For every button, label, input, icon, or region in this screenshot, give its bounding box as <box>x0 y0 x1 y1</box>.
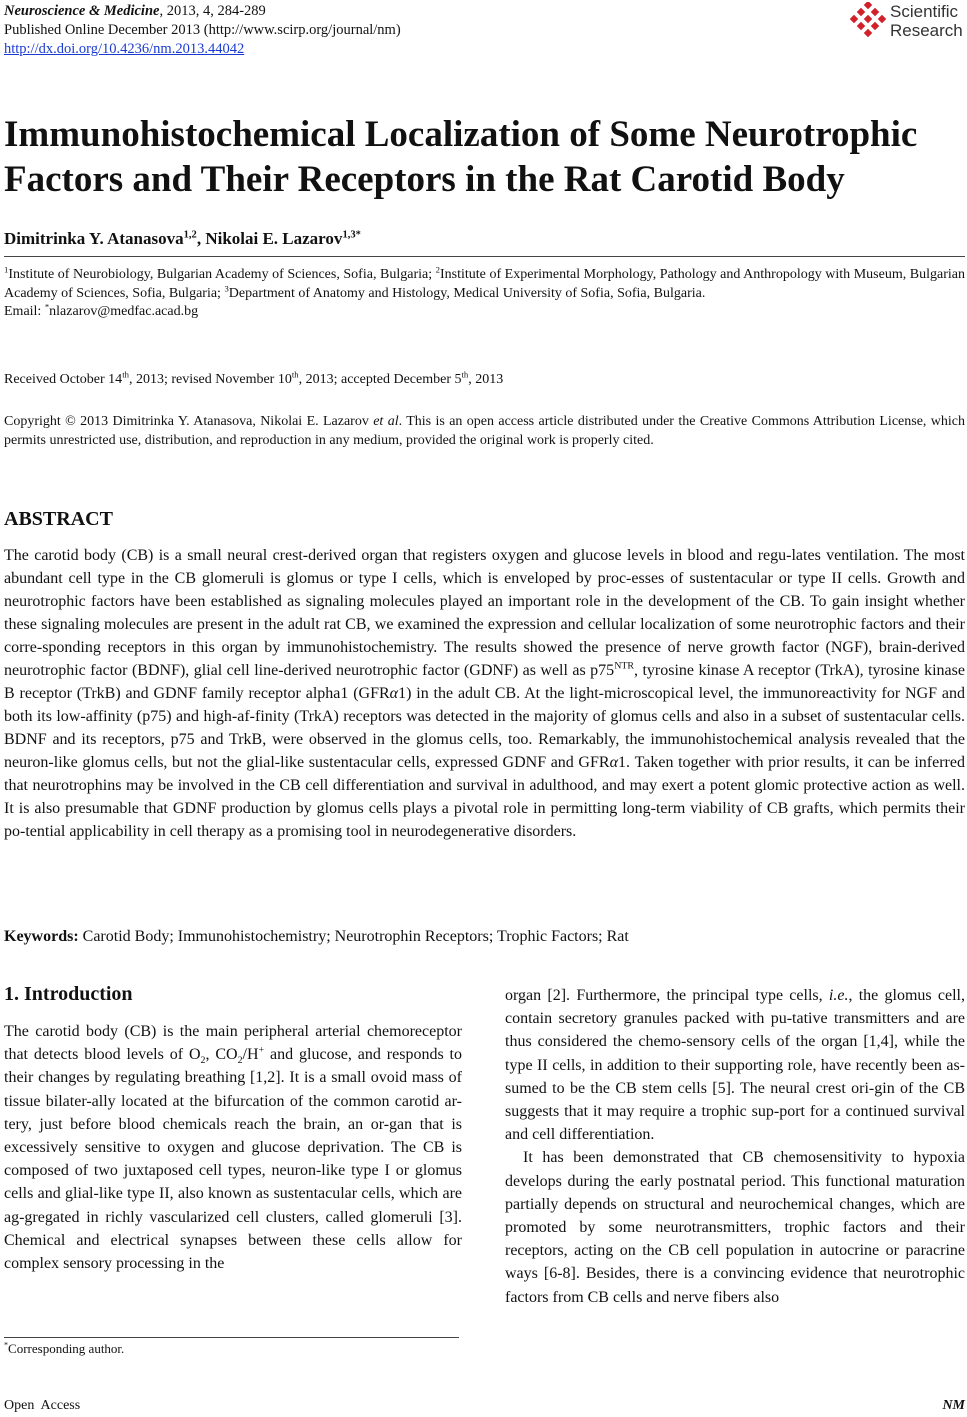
author-1: Dimitrinka Y. Atanasova <box>4 229 184 248</box>
affil-mark-3: 3 <box>224 282 229 293</box>
ordinal-sup: th <box>122 369 129 380</box>
paragraph: It has been demonstrated that CB chemosensitivity to hypoxia develops during the early postnatal period. This functional maturation partially depends on structural and neurochemical changes, which are promoted by some neurotransmitters, trophic factors and their receptors, acting on the CB cell population in autocrine or paracrine ways [6-8]. Besides, there is a convincing evidence that neurotrophic factors from CB cells and nerve fibers also <box>505 1149 965 1306</box>
paragraph <box>505 984 965 1146</box>
journal-citation <box>4 2 401 21</box>
left-column <box>4 1020 462 1275</box>
logo-line-1: Scientific <box>890 2 959 21</box>
published-line: Published Online December 2013 (http://www.scirp.org/journal/nm) <box>4 22 401 38</box>
received-text: Received October 14 <box>4 372 123 387</box>
doi-link[interactable]: http://dx.doi.org/10.4236/nm.2013.44042 <box>4 41 245 57</box>
intro-text-co: , CO <box>205 1046 238 1064</box>
right-text-2: , the glomus cell, contain secretory granules packed with pu-tative transmitters and are thus considered the chemo-sensory cells of the organ [1,4], while the type II cells, in addition to their supporting role, have recently been as-sumed to be the CB stem cells [5]. The neural crest ori-gin of the CB suggests that it may require a trophic sup-port for a continued survival and cell differentiation. <box>505 987 965 1144</box>
revised-text: , 2013; revised November 10 <box>128 372 292 387</box>
email-mark: * <box>44 301 50 312</box>
alpha-symbol: α <box>389 685 399 702</box>
affiliations <box>4 266 965 322</box>
license-text: . This is an open access article distributed under the Creative Commons Attribution License, which permits unrestricted use, distribution, and reproduction in any medium, provided the original work is properly cited. <box>4 414 965 448</box>
affil-3: Department of Anatomy and Histology, Medical University of Sofia, Sofia, Bulgaria. <box>228 285 706 301</box>
subscript: 2 <box>237 1055 243 1067</box>
footer-open-access: Open Access <box>4 1398 81 1413</box>
alpha-symbol: α <box>609 754 618 771</box>
affil-mark-1: 1 <box>4 264 9 275</box>
right-column <box>505 984 965 1309</box>
right-text-1: organ [2]. Furthermore, the principal type cells, <box>505 987 829 1004</box>
affil-2: Institute of Experimental Morphology, Pathology and Anthropology with Museum, Bulgarian Academy of Sciences, Sofia, Bulgaria; <box>4 267 965 301</box>
email-address[interactable]: nlazarov@medfac.acad.bg <box>49 304 199 319</box>
abstract-text-4: 1. Taken together with prior results, it can be inferred that neurotrophins may be involved in the CB cell differentiation and survival in adulthood, and may exert a potent glomic protective action as well. It is also presumable that GDNF production by glomus cells plays a pivotal role in permitting long-term viability of CB grafts, which permits their po-tential applicability in cell therapy as a promising tool in neurodegenerative disorders. <box>4 754 965 840</box>
accepted-text: , 2013; accepted December 5 <box>298 372 462 387</box>
keywords-list: Carotid Body; Immunohistochemistry; Neurotrophin Receptors; Trophic Factors; Rat <box>78 928 629 945</box>
footer-journal-abbrev: NM <box>942 1398 965 1413</box>
journal-name: Neuroscience & Medicine <box>4 3 160 19</box>
year-text: , 2013 <box>468 372 504 387</box>
ntr-sup: NTR <box>614 660 634 672</box>
intro-text-2: and glucose, and responds to their changes by regulating breathing [1,2]. It is a small ovoid mass of tissue bilater-ally located at the bifurcation of the common carotid ar-tery, just before blood chemicals reach the brain, an or-gan that is excessively sensitive to oxygen and glucose deprivation. The CB is composed of two juxtaposed cell types, neuron-like type I or glomus cells and glial-like type II, also known as sustentacular cells, which are ag-gregated in richly vascularized cell clusters, called glomeruli [3]. Chemical and electrical synapses between these cells allow for complex sensory processing in the <box>4 1046 462 1273</box>
affil-1: Institute of Neurobiology, Bulgarian Academy of Sciences, Sofia, Bulgaria; <box>8 267 436 282</box>
email-label: Email: <box>4 304 45 319</box>
author-1-affil: 1,2 <box>183 229 197 241</box>
abstract-heading: ABSTRACT <box>4 508 113 530</box>
intro-text-h: /H <box>242 1046 259 1064</box>
copyright-text: Copyright © 2013 Dimitrinka Y. Atanasova, Nikolai E. Lazarov <box>4 414 374 429</box>
footnote <box>4 1341 124 1357</box>
divider <box>4 256 965 257</box>
abstract-text-1: The carotid body (CB) is a small neural crest-derived organ that registers oxygen and glucose levels in blood and regu-lates ventilation. The most abundant cell type in the CB glomeruli is glomus or type I cells, which is enveloped by proc-esses of sustentacular or type II cells. Growth and neurotrophic factors have been established as signaling molecules played an important role in the development of the CB. To gain insight whether these signaling molecules are present in the adult rat CB, we examined the expression and cellular localization of some neurotrophic factors and their corre-sponding receptors in this organ by immunohistochemistry. The results showed the presence of nerve growth factor (NGF), brain-derived neurotrophic factor (BDNF), glial cell line-derived neurotrophic factor (GDNF) as well as p75 <box>4 547 965 679</box>
received-dates <box>4 369 504 388</box>
author-2-affil: 1,3* <box>342 229 361 241</box>
footnote-text: Corresponding author. <box>8 1341 125 1356</box>
author-2: Nikolai E. Lazarov <box>205 229 343 248</box>
logo-line-2: Research <box>890 21 963 40</box>
section-heading-introduction: 1. Introduction <box>4 983 133 1005</box>
keywords-label: Keywords: <box>4 928 79 945</box>
author-sep: , <box>196 229 206 248</box>
citation-text: , 2013, 4, 284-289 <box>159 3 266 19</box>
ordinal-sup: th <box>461 369 469 380</box>
logo-diamond-icon <box>848 2 888 42</box>
subscript: 2 <box>200 1055 206 1067</box>
superscript: + <box>258 1044 265 1056</box>
affil-mark-2: 2 <box>435 264 441 275</box>
footnote-mark: * <box>4 1340 9 1350</box>
publisher-logo <box>848 0 967 46</box>
abstract-text-3: 1) in the adult CB. At the light-microscopical level, the immunoreactivity for NGF and both its low-affinity (p75) and high-af-finity (TrkA) receptors was detected in the majority of glomus cells and also in a subset of sustentacular cells. BDNF and its receptors, p75 and TrkB, were observed in the glomus cells, too. Remarkably, the immunohistochemical analysis revealed that the neuron-like glomus cells, but not the glial-like sustentacular cells, expressed GDNF and GFR <box>4 685 965 771</box>
ordinal-sup: th <box>291 369 299 380</box>
keywords <box>4 928 629 946</box>
page-footer <box>4 1398 965 1414</box>
logo-text <box>890 2 963 40</box>
paper-title: Immunohistochemical Localization of Some Neurotrophic Factors and Their Receptors in the Rat Carotid Body <box>4 114 918 200</box>
abstract-text-2: , tyrosine kinase A receptor (TrkA), tyrosine kinase B receptor (TrkB) and GDNF family receptor alpha1 (GFR <box>4 662 965 702</box>
author-list <box>4 229 361 249</box>
abstract-body <box>4 544 965 843</box>
footnote-rule <box>4 1337 459 1338</box>
copyright-notice <box>4 413 965 450</box>
journal-header <box>4 2 401 59</box>
intro-text-1: The carotid body (CB) is the main peripheral arterial chemoreceptor that detects blood levels of O <box>4 1023 462 1064</box>
ie-text: i.e. <box>828 987 849 1004</box>
et-al: et al <box>373 414 399 429</box>
